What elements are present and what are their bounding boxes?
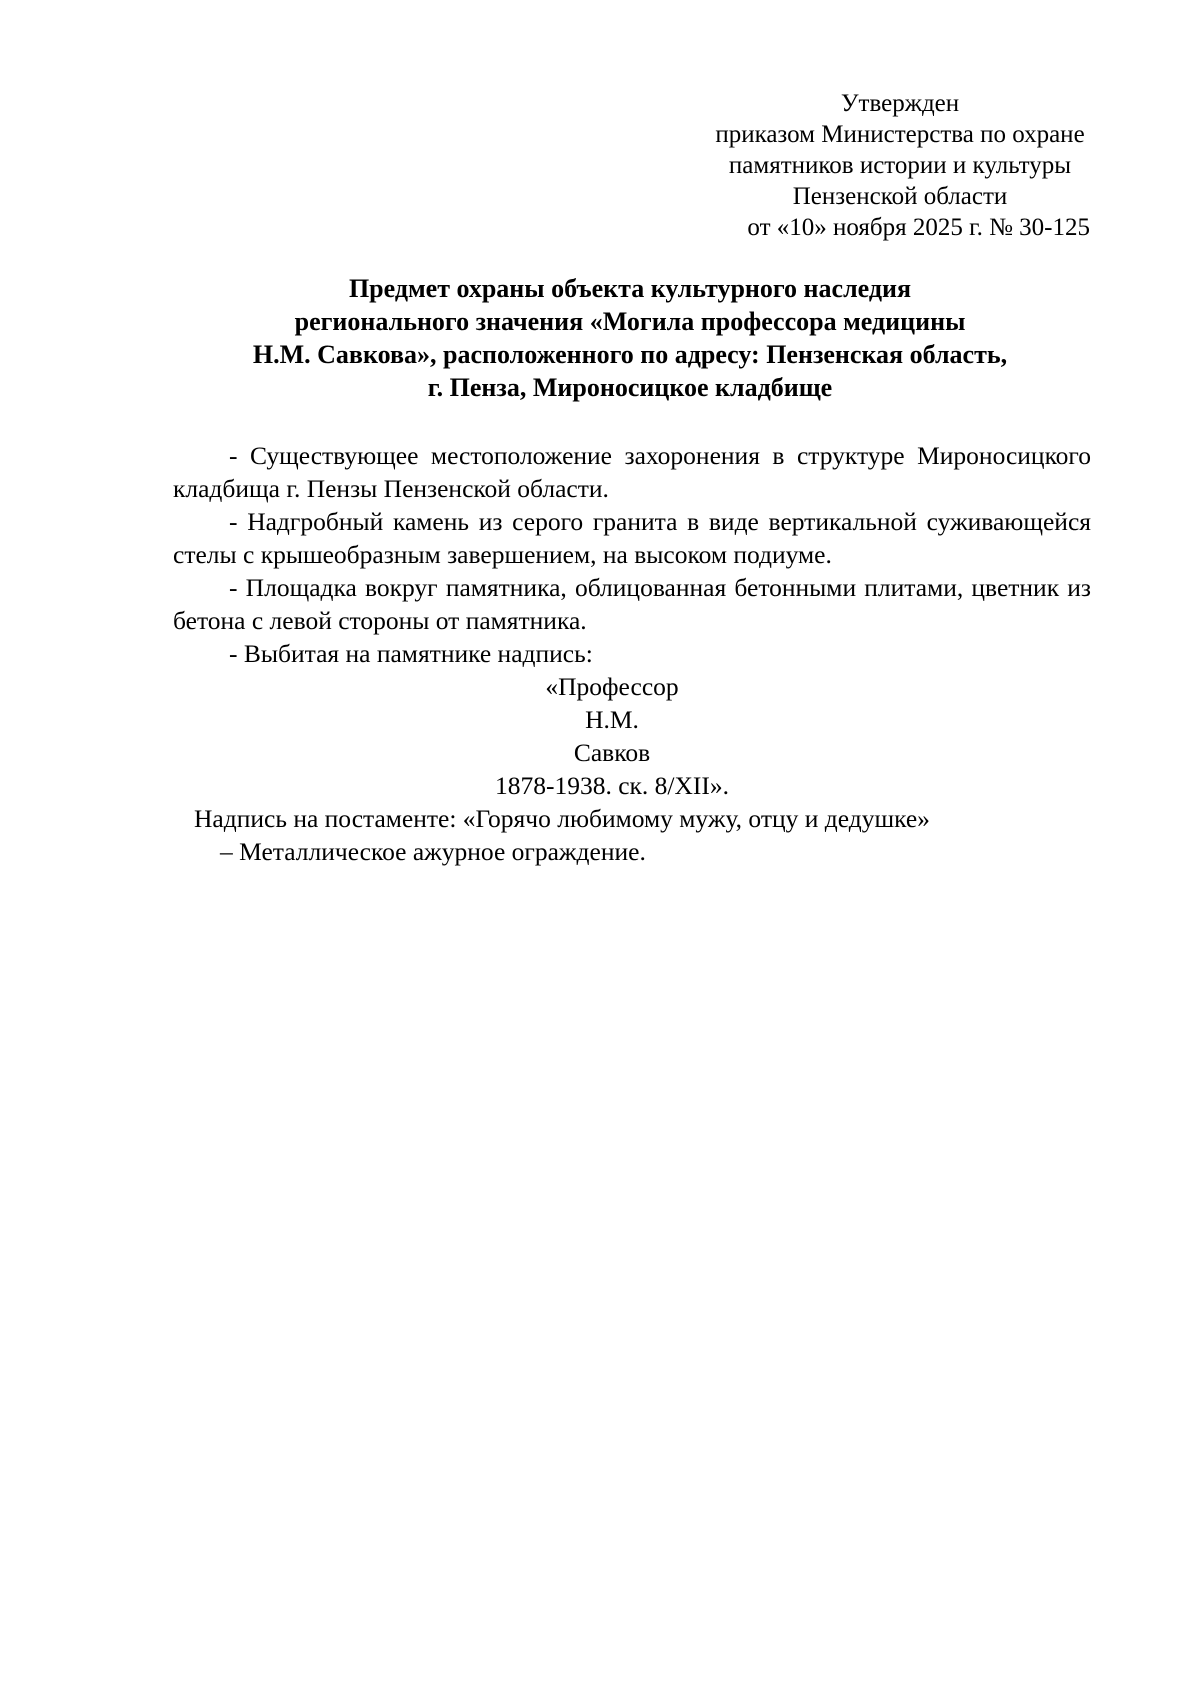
title-line: г. Пенза, Мироносицкое кладбище (427, 373, 833, 402)
item-location: - Существующее местоположение захоронения в структуре Мироносицкого кладбища г. Пензы Пензенской области. (173, 441, 1091, 503)
approval-stamp (690, 88, 1110, 243)
document-body (173, 439, 1091, 868)
monument-inscription (173, 670, 1091, 802)
title-line: регионального значения «Могила профессора медицины (294, 307, 966, 336)
item-tombstone: - Надгробный камень из серого гранита в виде вертикальной суживающейся стелы с крышеобразным завершением, на высоком подиуме. (173, 507, 1091, 569)
item-platform: - Площадка вокруг памятника, облицованная бетонными плитами, цветник из бетона с левой стороны от памятника. (173, 573, 1091, 635)
approval-line: Утвержден (840, 90, 960, 117)
inscription-line: Н.М. (585, 705, 639, 734)
plinth-inscription: Надпись на постаменте: «Горячо любимому мужу, отцу и дедушке» (194, 804, 930, 833)
inscription-line: «Профессор (545, 672, 679, 701)
approval-line: памятников истории и культуры (728, 152, 1072, 179)
approval-order-line: от «10» ноября 2025 г. № 30-125 (747, 214, 1090, 241)
inscription-line: Савков (573, 738, 651, 767)
title-line: Предмет охраны объекта культурного наследия (348, 274, 912, 303)
approval-line: Пензенской области (792, 183, 1008, 210)
inscription-line: 1878-1938. ск. 8/XII». (494, 771, 730, 800)
document-title (170, 272, 1090, 404)
title-line: Н.М. Савкова», расположенного по адресу: Пензенская область, (252, 340, 1008, 369)
item-fence: – Металлическое ажурное ограждение. (220, 837, 646, 866)
item-inscription-intro: - Выбитая на памятнике надпись: (229, 639, 593, 668)
approval-line: приказом Министерства по охране (715, 121, 1085, 148)
